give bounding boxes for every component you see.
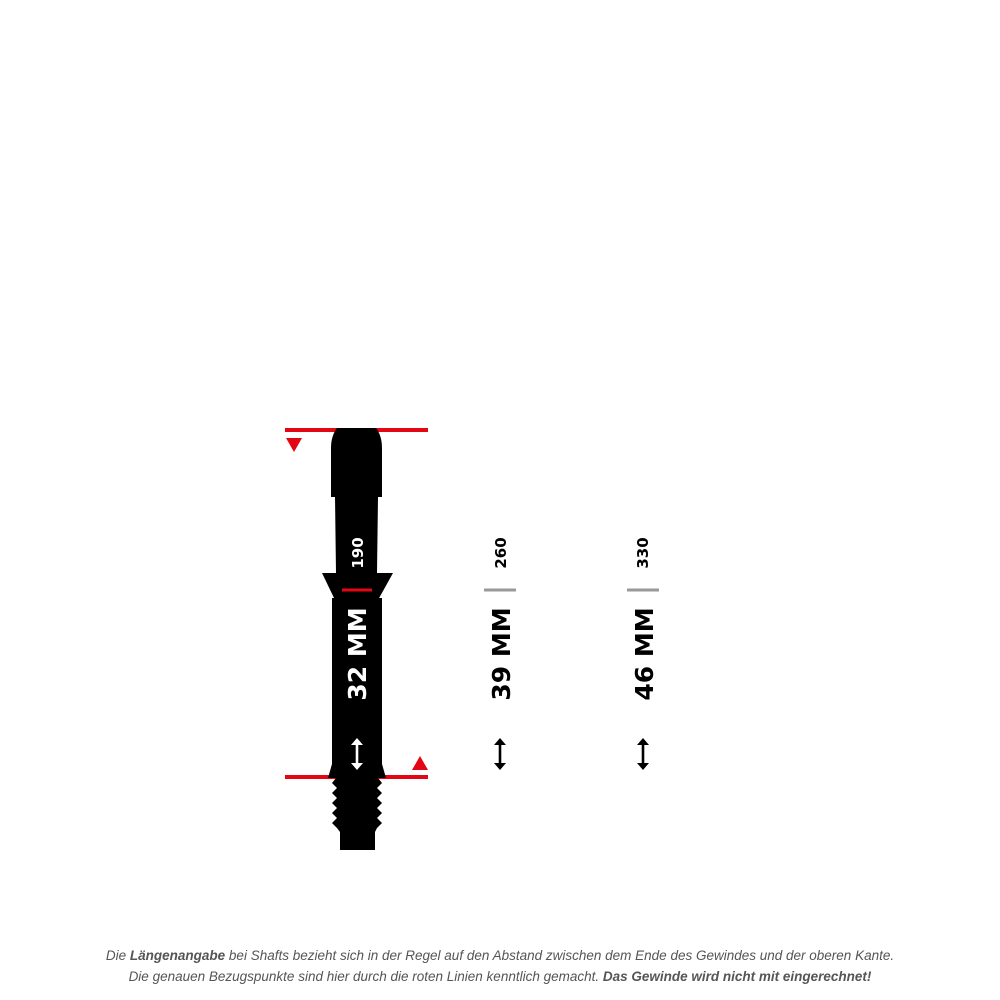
double-arrow-vertical-icon: [637, 738, 649, 770]
variant-code-label: 260: [492, 537, 510, 569]
variant-length-label: 46 MM: [630, 607, 659, 701]
double-arrow-vertical-icon: [494, 738, 506, 770]
variant-code-label: 330: [634, 537, 652, 569]
shaft-length-label: 32 MM: [343, 607, 372, 701]
caption-line-2: Die genauen Bezugspunkte sind hier durch die roten Linien kenntlich gemacht. Das Gewinde wird nicht mit eingerechnet!: [128, 969, 872, 984]
caption-emphasis-length: Längenangabe: [129, 948, 226, 963]
caption-emphasis-thread: Das Gewinde wird nicht mit eingerechnet!: [602, 969, 872, 984]
variant-length-label: 39 MM: [487, 607, 516, 701]
top-reference-marker: [286, 438, 302, 452]
explanation-caption: [0, 945, 1000, 987]
variant-260: [484, 537, 516, 770]
shaft-code-label: 190: [349, 537, 367, 569]
variant-330: [627, 537, 659, 770]
caption-line-1: Die Längenangabe bei Shafts bezieht sich in der Regel auf den Abstand zwischen dem Ende des Gewindes und der oberen Kante.: [105, 948, 895, 963]
bottom-reference-marker: [412, 756, 428, 770]
